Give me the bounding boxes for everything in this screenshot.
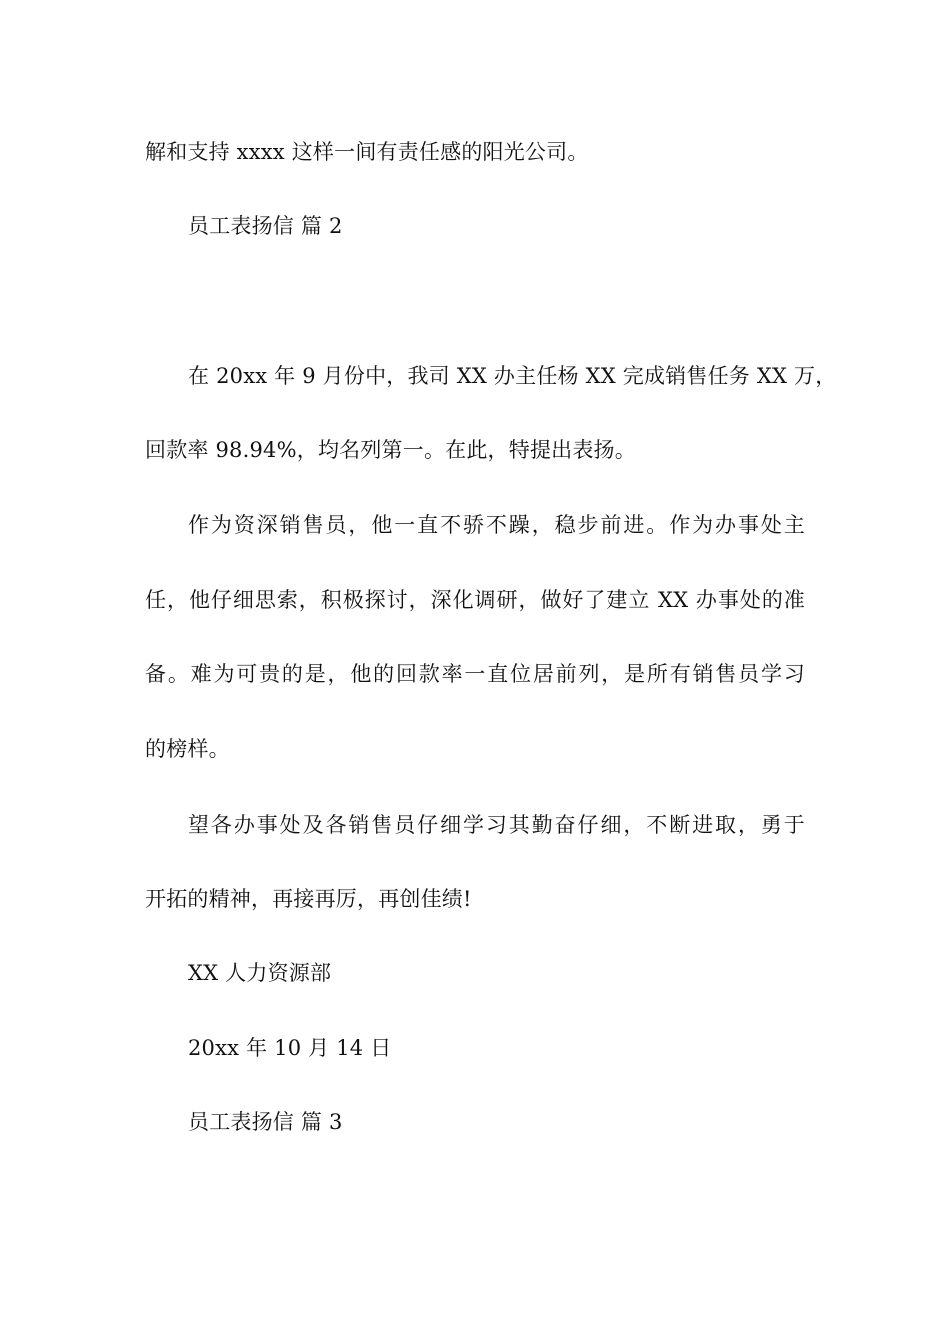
signature-department: XX 人力资源部: [188, 961, 332, 985]
paragraph-line: 回款率 98.94%，均名列第一。在此，特提出表扬。: [145, 438, 636, 462]
paragraph-line: 的榜样。: [145, 737, 230, 761]
section-heading: 员工表扬信 篇 3: [188, 1110, 343, 1134]
section-heading: 员工表扬信 篇 2: [188, 214, 343, 238]
paragraph-line: 开拓的精神，再接再厉，再创佳绩!: [145, 887, 472, 911]
paragraph-line: 作为资深销售员，他一直不骄不躁，稳步前进。作为办事处主: [188, 513, 805, 537]
paragraph-line: 备。难为可贵的是，他的回款率一直位居前列，是所有销售员学习: [145, 662, 805, 686]
signature-date: 20xx 年 10 月 14 日: [188, 1036, 392, 1060]
paragraph-line: 任，他仔细思索，积极探讨，深化调研，做好了建立 XX 办事处的准: [145, 588, 805, 612]
paragraph-line: 在 20xx 年 9 月份中，我司 XX 办主任杨 XX 完成销售任务 XX 万，: [188, 364, 837, 388]
paragraph-line: 解和支持 xxxx 这样一间有责任感的阳光公司。: [145, 140, 589, 164]
paragraph-line: 望各办事处及各销售员仔细学习其勤奋仔细，不断进取，勇于: [188, 813, 805, 837]
